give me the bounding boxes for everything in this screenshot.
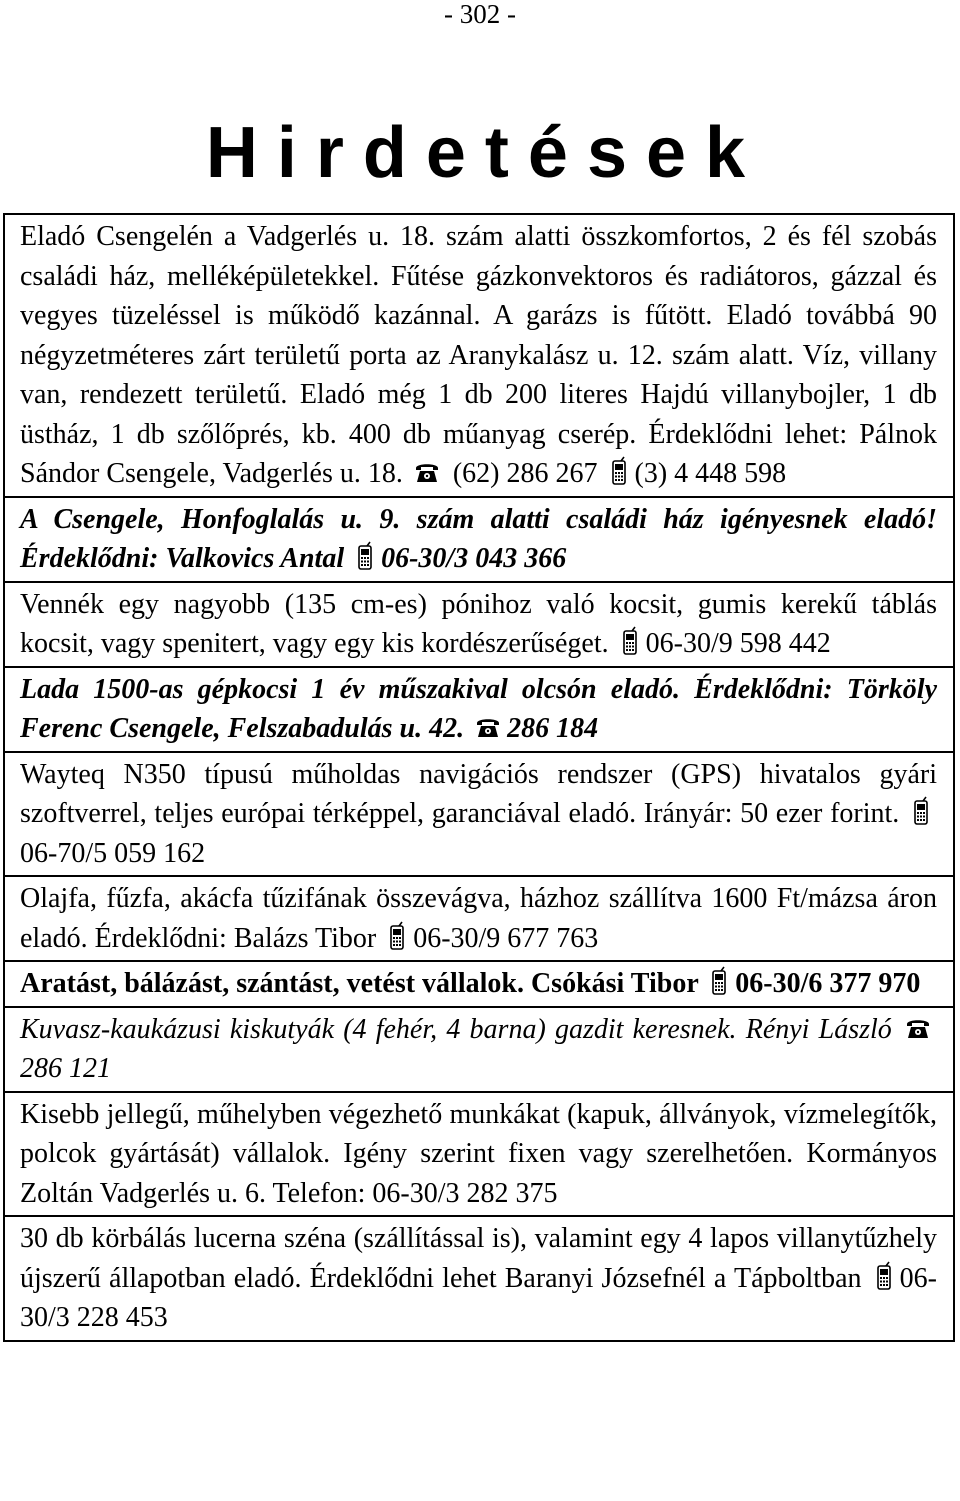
telephone-icon xyxy=(475,715,501,739)
ad-text: 06-30/3 228 453 xyxy=(20,1262,937,1333)
ad-text: 286 184 xyxy=(507,713,599,744)
mobile-phone-icon xyxy=(911,796,931,826)
ad-item xyxy=(5,498,953,583)
mobile-phone-icon xyxy=(709,966,729,996)
ad-text: (62) 286 267 xyxy=(445,458,605,489)
ad-item xyxy=(5,753,953,878)
telephone-icon xyxy=(905,1016,931,1040)
page-title: Hirdetések xyxy=(205,113,765,193)
mobile-phone-icon xyxy=(387,921,407,951)
ad-item xyxy=(5,583,953,668)
ad-text: 06-70/5 059 162 xyxy=(20,837,206,869)
ad-text: Wayteq N350 típusú műholdas navigációs rendszer (GPS) hivatalos gyári szoftverrel, teljes európai térképpel, garanciával eladó. Irányár: 50 ezer forint. xyxy=(20,758,937,829)
ad-item xyxy=(5,1217,953,1342)
mobile-phone-icon xyxy=(620,626,640,656)
ad-text: Lada 1500-as gépkocsi 1 év műszakival olcsón eladó. Érdeklődni: Törköly Ferenc Csengele, Felszabadulás u. 42. xyxy=(20,673,937,744)
ad-item xyxy=(5,668,953,753)
ad-text: (3) 4 448 598 xyxy=(634,458,787,489)
ad-text: Eladó Csengelén a Vadgerlés u. 18. szám alatti összkomfortos, 2 és fél szobás családi ház, melléképületekkel. Fűtése gázkonvektoros és radiátoros, gázzal és vegyes tüzeléssel is működő kazánnal. A garázs is fűtött. Eladó továbbá 90 négyzetméteres zárt területű porta az Aranykalász u. 12. szám alatt. Víz, villany van, rendezett területű. Eladó még 1 db 200 literes Hajdú villanybojler, 1 db üstház, 1 db szőlőprés, kb. 400 db műanyag cserép. Érdeklődni lehet: Pálnok Sándor Csengele, Vadgerlés u. 18. xyxy=(20,221,937,489)
ad-text: 06-30/6 377 970 xyxy=(735,968,921,999)
page-number: - 302 - xyxy=(444,0,516,29)
ad-text: 06-30/9 677 763 xyxy=(413,922,599,954)
ad-item xyxy=(5,1093,953,1218)
ad-text: 30 db körbálás lucerna széna (szállítással is), valamint egy 4 lapos villanytűzhely újszerű állapotban eladó. Érdeklődni lehet Baranyi Józsefnél a Tápboltban xyxy=(20,1223,937,1294)
ad-text: 06-30/3 043 366 xyxy=(381,543,567,574)
mobile-phone-icon xyxy=(609,456,629,486)
ad-item xyxy=(5,215,953,498)
ad-text: A Csengele, Honfoglalás u. 9. szám alatti családi ház igényesnek eladó! Érdeklődni: Valkovics Antal xyxy=(20,503,937,574)
ad-text: Kuvasz-kaukázusi kiskutyák (4 fehér, 4 barna) gazdit keresnek. Rényi László xyxy=(20,1013,901,1045)
ad-text: Kisebb jellegű, műhelyben végezhető munkákat (kapuk, állványok, vízmelegítők, polcok gyártását) vállalok. Igény szerint fixen vagy szerelhetően. Kormányos Zoltán Vadgerlés u. 6. Telefon: 06-30/3 282 375 xyxy=(20,1098,937,1209)
ad-item xyxy=(5,1008,953,1093)
ad-text: Aratást, bálázást, szántást, vetést vállalok. Csókási Tibor xyxy=(20,968,706,999)
mobile-phone-icon xyxy=(355,541,375,571)
ad-text: 286 121 xyxy=(20,1053,111,1084)
ad-item xyxy=(5,877,953,962)
ad-text: Vennék egy nagyobb (135 cm-es) pónihoz való kocsit, gumis kerekű táblás kocsit, vagy spenitert, vagy egy kis kordészerűséget. xyxy=(20,588,937,659)
ad-text: Olajfa, fűzfa, akácfa tűzifának összevágva, házhoz szállítva 1600 Ft/mázsa áron eladó. Érdeklődni: Balázs Tibor xyxy=(20,883,937,954)
telephone-icon xyxy=(414,460,440,484)
classified-ads-list xyxy=(3,213,955,1342)
ad-item xyxy=(5,962,953,1008)
ad-text: 06-30/9 598 442 xyxy=(645,628,831,659)
mobile-phone-icon xyxy=(874,1261,894,1291)
